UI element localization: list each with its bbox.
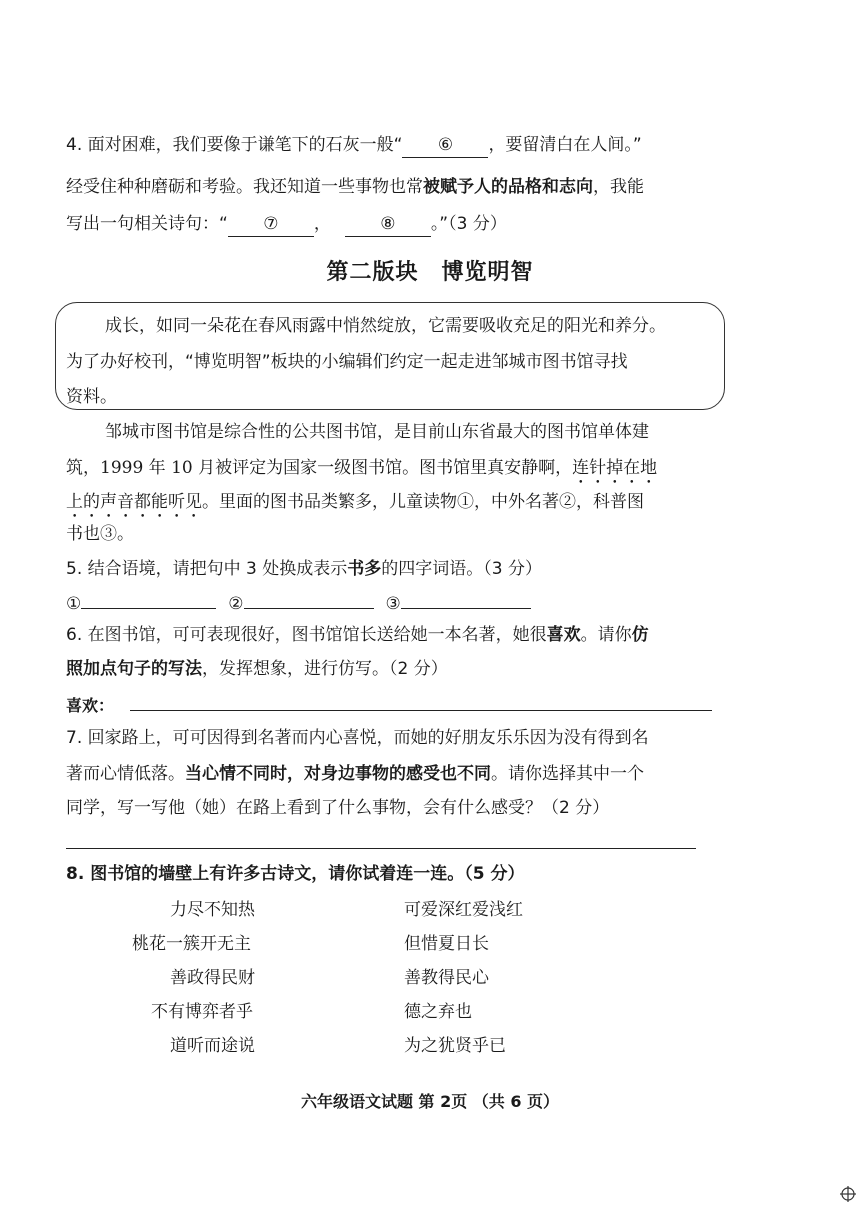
q6-bold-text: 喜欢 [546, 625, 581, 645]
q4-text: 。”（3 分） [430, 214, 507, 234]
q4-text: ，我能 [593, 177, 644, 197]
passage-text: 。里面的图书品类繁多，儿童读物①，中外名著②，科普图 [202, 492, 644, 512]
q7-text: 。请你选择其中一个 [491, 764, 644, 784]
answer-2-field[interactable] [244, 590, 374, 609]
passage-text: 筑，1999 年 10 月被评定为国家一级图书馆。图书馆里真安静啊， [66, 458, 573, 478]
intro-line1: 成长，如同一朵花在春风雨露中悄然绽放，它需要吸收充足的阳光和养分。 [105, 316, 666, 336]
q4-line2 [66, 175, 644, 199]
section-title: 第二版块 博览明智 [326, 260, 534, 285]
q7-text: 著而心情低落。 [66, 764, 185, 784]
left-verse[interactable]: 善政得民财 [170, 968, 255, 988]
blank-8[interactable]: ⑧ [345, 212, 431, 237]
q5-text: 5. 结合语境，请把句中 3 处换成表示 [66, 559, 348, 579]
q6-text: 6. 在图书馆，可可表现很好，图书馆馆长送给她一本名著，她很 [66, 625, 547, 645]
passage-line2 [66, 456, 657, 488]
left-verse[interactable]: 力尽不知热 [170, 900, 255, 920]
marker-1: ① [66, 594, 82, 614]
q6-answer-label: 喜欢： [66, 696, 115, 715]
left-verse[interactable]: 道听而途说 [170, 1036, 255, 1056]
registration-mark-icon [839, 1185, 857, 1203]
blank-6[interactable]: ⑥ [402, 133, 488, 158]
answer-3-field[interactable] [401, 590, 531, 609]
q8-title: 8. 图书馆的墙壁上有许多古诗文，请你试着连一连。（5 分） [66, 864, 525, 884]
q4-text: 写出一句相关诗句：“ [66, 214, 228, 234]
q5-prompt [66, 557, 542, 581]
intro-line2: 为了办好校刊，“博览明智”板块的小编辑们约定一起走进邹城市图书馆寻找 [66, 352, 628, 372]
q6-line2 [66, 657, 448, 681]
page-footer: 六年级语文试题 第 2页 （共 6 页） [300, 1092, 560, 1111]
right-verse[interactable]: 德之弃也 [404, 1002, 472, 1022]
q7-line1: 7. 回家路上，可可因得到名著而内心喜悦，而她的好朋友乐乐因为没有得到名 [66, 728, 649, 748]
q5-bold-text: 书多 [347, 559, 382, 579]
dotted-sentence: 连针掉在地 [572, 458, 658, 478]
left-verse[interactable]: 桃花一簇开无主 [132, 934, 251, 954]
q4-text: 经受住种种磨砺和考验。我还知道一些事物也常 [66, 177, 423, 197]
passage-line4: 书也③。 [66, 524, 134, 544]
answer-1-field[interactable] [81, 590, 216, 609]
q5-text: 的四字词语。（3 分） [381, 559, 542, 579]
q4-line1 [66, 133, 642, 158]
q6-line1 [66, 623, 649, 647]
q4-text: ， [313, 214, 331, 234]
q7-bold-text: 当心情不同时，对身边事物的感受也不同 [185, 764, 491, 784]
q6-answer-field[interactable] [130, 710, 712, 711]
q7-answer-field[interactable] [66, 848, 696, 849]
passage-line3 [66, 490, 644, 522]
left-verse[interactable]: 不有博弈者乎 [151, 1002, 253, 1022]
right-verse[interactable]: 善教得民心 [404, 968, 489, 988]
q6-bold-text: 仿 [631, 625, 649, 645]
q6-bold-text: 照加点句子的写法 [66, 659, 202, 679]
q4-line3 [66, 212, 507, 237]
q7-line2 [66, 762, 644, 786]
right-verse[interactable]: 可爱深红爱浅红 [404, 900, 523, 920]
q4-bold-text: 被赋予人的品格和志向 [423, 177, 593, 197]
q7-line3: 同学，写一写他（她）在路上看到了什么事物，会有什么感受？（2 分） [66, 798, 610, 818]
q4-text: 4. 面对困难，我们要像于谦笔下的石灰一般“ [66, 135, 403, 155]
q6-text: ，发挥想象，进行仿写。（2 分） [202, 659, 448, 679]
q6-text: 。请你 [580, 625, 632, 645]
right-verse[interactable]: 为之犹贤乎已 [404, 1036, 506, 1056]
q5-answers [66, 590, 531, 616]
marker-3: ③ [385, 594, 401, 614]
q4-text: ，要留清白在人间。” [488, 135, 642, 155]
passage-line1: 邹城市图书馆是综合性的公共图书馆，是目前山东省最大的图书馆单体建 [105, 422, 649, 442]
marker-2: ② [228, 594, 244, 614]
intro-line3: 资料。 [66, 387, 117, 407]
right-verse[interactable]: 但惜夏日长 [404, 934, 489, 954]
dotted-sentence: 上的声音都能听见 [66, 492, 202, 512]
blank-7[interactable]: ⑦ [228, 212, 314, 237]
